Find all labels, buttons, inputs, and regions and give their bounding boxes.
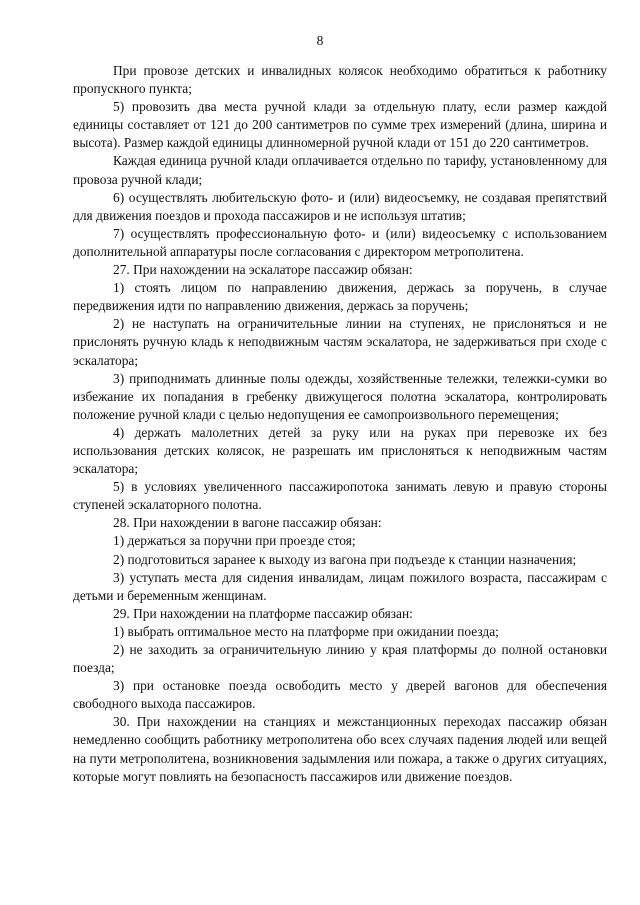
section-heading-30: 30. При нахождении на станциях и межстанционных переходах пассажир обязан немедленно сообщить работнику метрополитена обо всех случаях падения людей или вещей на пути метрополитена, возникновения задымления или пожара, а также о других ситуациях, которые могут повлиять на безопасность пассажиров или движение поездов. (73, 714, 607, 784)
paragraph: При провозе детских и инвалидных колясок необходимо обратиться к работнику пропускного пункта; (73, 63, 607, 97)
paragraph: 3) приподнимать длинные полы одежды, хозяйственные тележки, тележки-сумки во избежание их попадания в гребенку движущегося полотна эскалатора, контролировать положение ручной клади с целью недопущения ее самопроизвольного перемещения; (73, 370, 607, 422)
section-heading-27: 27. При нахождении на эскалаторе пассажир обязан: (113, 262, 413, 278)
document-body (73, 62, 607, 786)
paragraph: 2) не заходить за ограничительную линию у края платформы до полной остановки поезда; (73, 642, 607, 676)
paragraph: 2) не наступать на ограничительные линии на ступенях, не прислоняться и не прислонять ручную кладь к неподвижным частям эскалатора, не задерживаться при сходе с эскалатора; (73, 316, 607, 368)
paragraph: Каждая единица ручной клади оплачивается отдельно по тарифу, установленному для провоза ручной клади; (73, 153, 607, 187)
paragraph: 1) стоять лицом по направлению движения, держась за поручень, в случае передвижения идти по направлению движения, держась за поручень; (73, 280, 607, 314)
paragraph: 6) осуществлять любительскую фото- и (или) видеосъемку, не создавая препятствий для движения поездов и прохода пассажиров и не используя штатив; (73, 189, 607, 223)
section-heading-28: 28. При нахождении в вагоне пассажир обязан: (113, 515, 382, 531)
paragraph: 4) держать малолетних детей за руку или на руках при перевозке их без использования детских колясок, не разрешать им прислоняться к неподвижным частям эскалатора; (73, 424, 607, 477)
paragraph: 5) в условиях увеличенного пассажиропотока занимать левую и правую стороны ступеней эскалаторного полотна. (73, 479, 607, 513)
paragraph: 1) выбрать оптимальное место на платформе при ожидании поезда; (113, 623, 499, 639)
paragraph: 7) осуществлять профессиональную фото- и (или) видеосъемку с использованием дополнительной аппаратуры после согласования с директором метрополитена. (73, 225, 607, 259)
paragraph: 5) провозить два места ручной клади за отдельную плату, если размер каждой единицы составляет от 121 до 200 сантиметров по сумме трех измерений (длина, ширина и высота). Размер каждой единицы длинномерной ручной клади от 151 до 220 сантиметров. (73, 99, 607, 151)
section-heading-29: 29. При нахождении на платформе пассажир обязан: (113, 605, 413, 621)
paragraph: 1) держаться за поручни при проезде стоя; (113, 533, 356, 549)
paragraph: 2) подготовиться заранее к выходу из вагона при подъезде к станции назначения; (113, 551, 577, 567)
paragraph: 3) уступать места для сидения инвалидам, лицам пожилого возраста, пассажирам с детьми и беременным женщинам. (73, 569, 607, 603)
page-number: 8 (316, 33, 324, 48)
paragraph: 3) при остановке поезда освободить место у дверей вагонов для обеспечения свободного выхода пассажиров. (73, 678, 607, 712)
